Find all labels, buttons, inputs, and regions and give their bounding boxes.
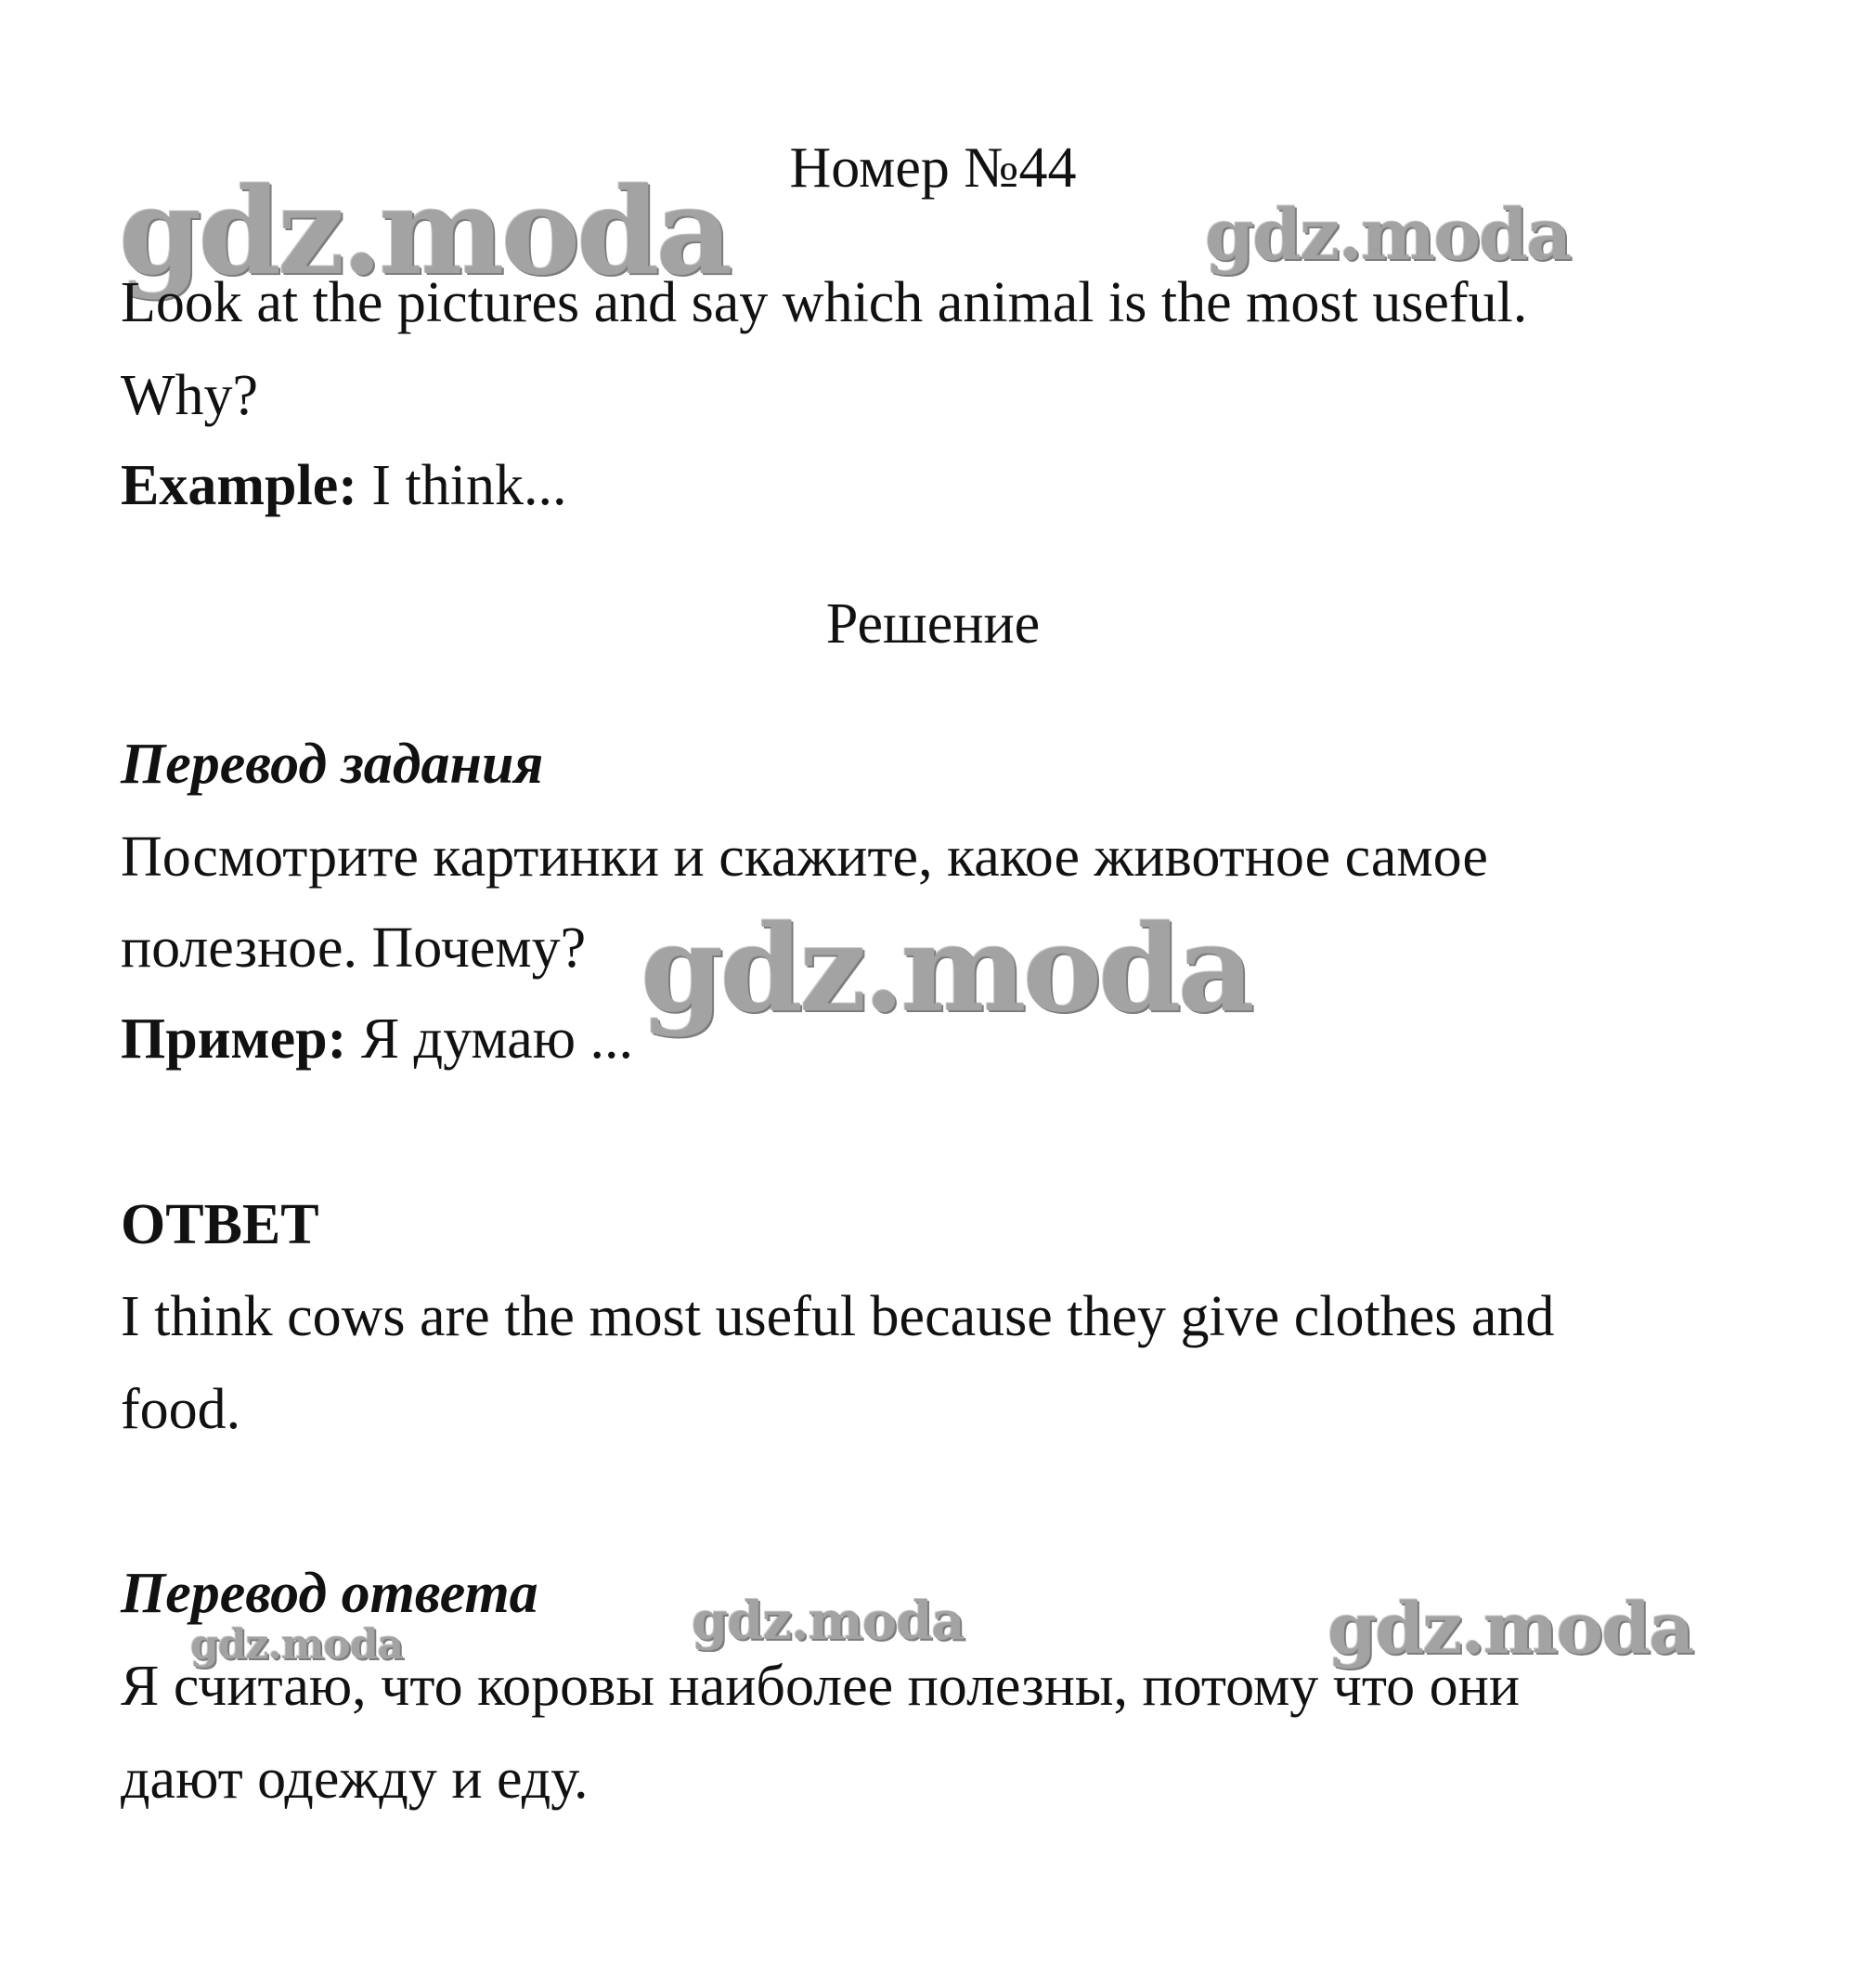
answer-heading: ОТВЕТ [121, 1193, 319, 1256]
answer-translation-heading: Перевод ответа [121, 1562, 538, 1625]
example-text: I think... [356, 454, 567, 517]
task-instruction-line: Look at the pictures and say which animal is the most useful. [121, 271, 1528, 334]
answer-translation-line: дают одежду и еду. [121, 1748, 589, 1811]
task-example [121, 454, 567, 517]
watermark-logo: gdz.moda [641, 900, 1251, 1039]
answer-translation-line: Я считаю, что коровы наиболее полезны, потому что они [121, 1655, 1521, 1718]
watermark-logo: gdz.moda [190, 1621, 404, 1669]
translation-example [121, 1007, 634, 1071]
task-translation-heading: Перевод задания [121, 733, 544, 796]
example-label: Example: [121, 454, 357, 517]
answer-line: I think cows are the most useful because they give clothes and [121, 1285, 1555, 1348]
watermark-logo: gdz.moda [1205, 193, 1571, 276]
task-translation-line: Посмотрите картинки и скажите, какое животное самое [121, 825, 1488, 889]
watermark-logo: gdz.moda [692, 1591, 965, 1652]
task-translation-line: полезное. Почему? [121, 916, 587, 980]
watermark-logo: gdz.moda [119, 162, 730, 302]
example-label: Пример: [121, 1007, 347, 1071]
task-instruction-line: Why? [121, 364, 259, 427]
example-text: Я думаю ... [346, 1007, 634, 1071]
task-number-heading: Номер №44 [789, 136, 1077, 200]
answer-line: food. [121, 1378, 241, 1441]
solution-heading: Решение [825, 592, 1041, 656]
watermark-logo: gdz.moda [1327, 1587, 1693, 1670]
